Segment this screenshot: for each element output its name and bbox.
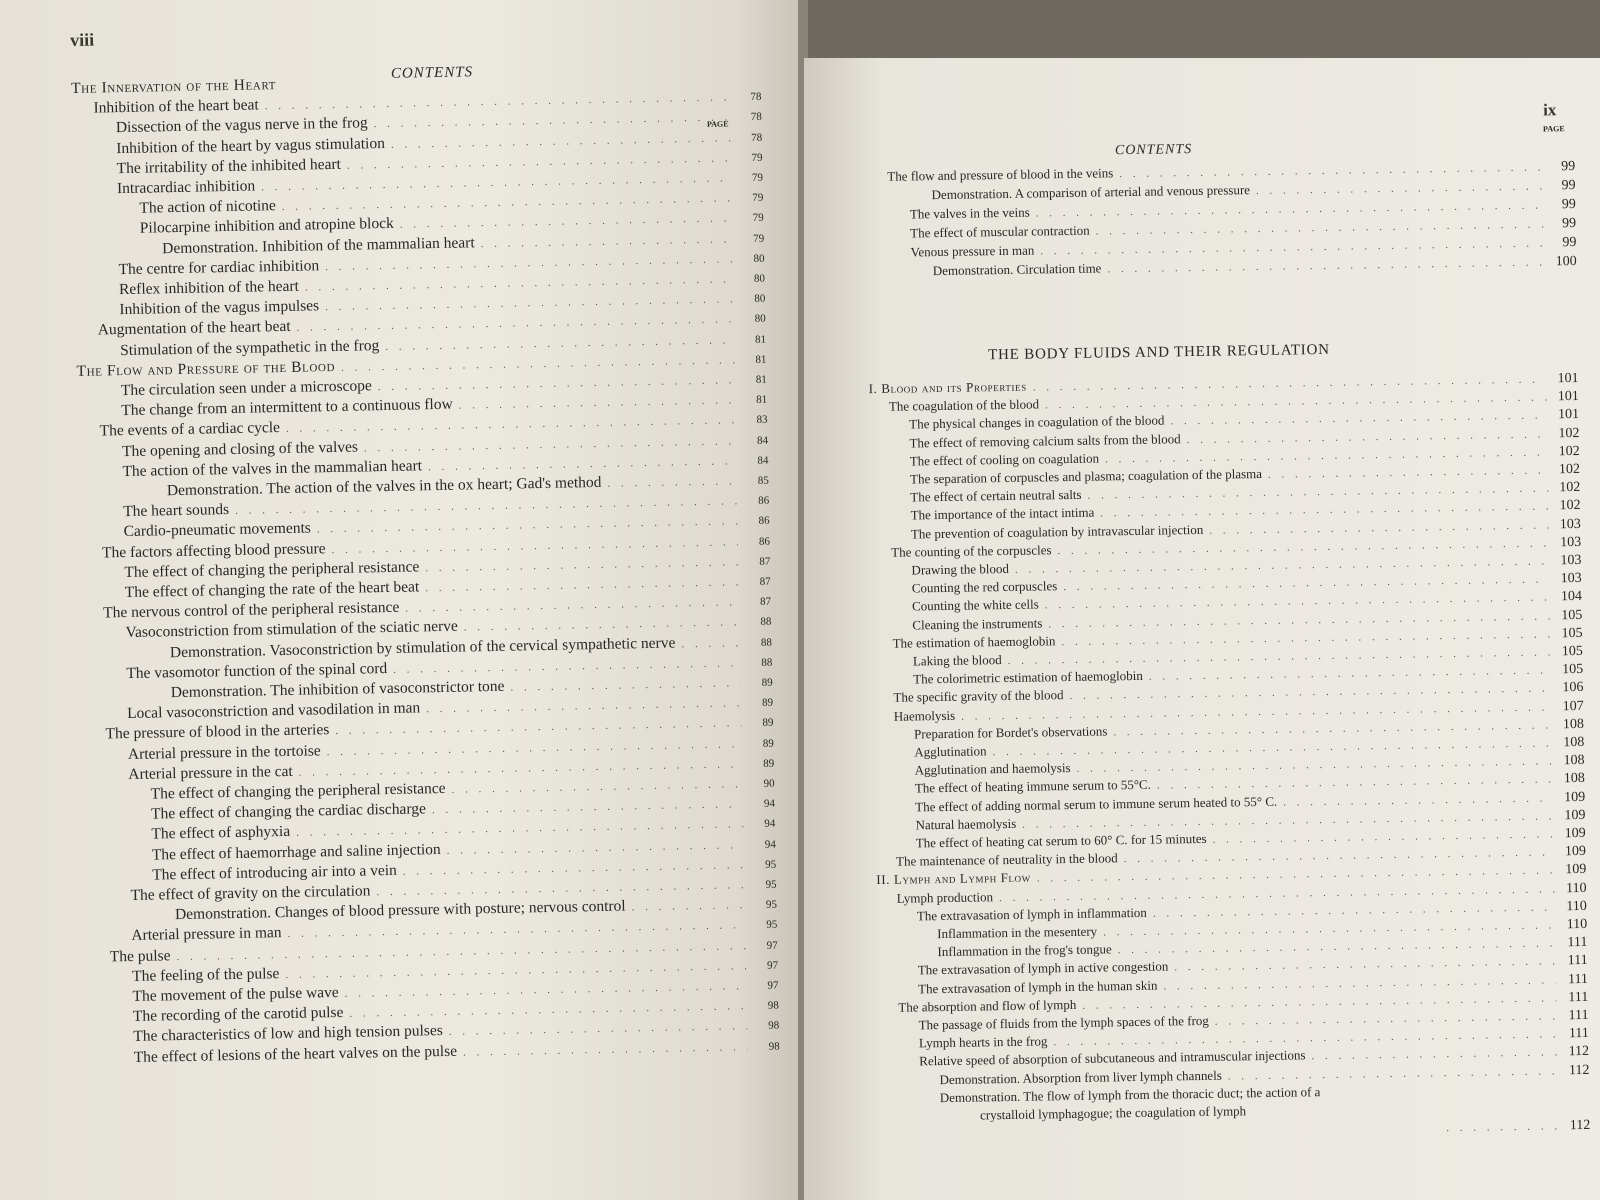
toc-page-number: 86: [758, 494, 770, 508]
toc-entry-title: The effect of adding normal serum to immune serum heated to 55° C.: [915, 793, 1278, 815]
toc-page-number: 85: [757, 474, 769, 487]
toc-entry-title: Vasoconstriction from stimulation of the sciatic nerve: [125, 618, 458, 642]
toc-entry-title: The action of nicotine: [139, 197, 277, 217]
toc-page-number: 89: [762, 737, 774, 750]
toc-page-number: 103: [1560, 534, 1582, 551]
toc-page-number: 105: [1561, 607, 1583, 623]
toc-entry-title: I. Blood and its Properties: [868, 378, 1027, 397]
leader-dots: [1213, 828, 1554, 845]
toc-entry-title: The passage of fluids from the lymph spaces of the frog: [918, 1012, 1209, 1033]
toc-entry-title: Relative speed of absorption of subcutaneous and intramuscular injections: [919, 1047, 1306, 1069]
toc-entry-title: Agglutination: [914, 743, 987, 760]
right-page-number: ix: [1542, 100, 1557, 120]
leader-dots: [447, 839, 744, 857]
toc-page-number: 80: [754, 292, 766, 306]
toc-entry-title: Drawing the blood: [911, 560, 1010, 578]
leader-dots: [374, 112, 730, 131]
toc-entry-title: Inflammation in the mesentery: [937, 923, 1098, 942]
toc-entry-title: Cleaning the instruments: [912, 615, 1043, 633]
toc-page-number: 79: [751, 151, 763, 164]
toc-page-number: 111: [1568, 1026, 1589, 1042]
toc-page-number: 102: [1558, 443, 1580, 460]
toc-entry-title: The effect of changing the cardiac discharge: [150, 800, 427, 823]
toc-page-number: 106: [1562, 680, 1584, 696]
leader-dots: [393, 657, 740, 676]
toc-entry-title: II. Lymph and Lymph Flow: [876, 870, 1031, 888]
leader-dots: [1107, 256, 1545, 275]
toc-page-number: 97: [767, 979, 779, 992]
toc-entry-title: Counting the red corpuscles: [911, 578, 1058, 596]
toc-entry-title: Inhibition of the heart beat: [93, 96, 259, 117]
toc-entry-title: Demonstration. Vasoconstriction by stimulation of the cervical sympathetic nerve: [169, 634, 676, 661]
toc-page-number: 88: [760, 636, 772, 649]
toc-entry-title: Demonstration. The action of the valves in the ox heart; Gad's method: [166, 473, 602, 500]
demo-continuation-text: crystalloid lymphagogue; the coagulation of lymph: [979, 1103, 1247, 1123]
toc-page-number: 80: [753, 272, 766, 285]
toc-entry-title: The effect of heating cat serum to 60° C. for 15 minutes: [915, 830, 1207, 851]
toc-page-number: 111: [1567, 953, 1588, 969]
toc-page-number: 89: [762, 717, 774, 730]
toc-entry-title: The effect of haemorrhage and saline injection: [151, 840, 441, 864]
toc-page-number: 111: [1568, 989, 1589, 1005]
toc-page-number: 97: [766, 939, 778, 952]
toc-entry-title: Inhibition of the heart by vagus stimulation: [116, 134, 386, 157]
toc-entry-title: The events of a cardiac cycle: [99, 419, 281, 440]
right-page-content: [864, 88, 1590, 1139]
toc-page-number: 111: [1567, 935, 1588, 951]
toc-page-number: 107: [1562, 698, 1584, 714]
toc-entry-title: The action of the valves in the mammalian heart: [122, 457, 423, 480]
toc-entry-title: The effect of heating immune serum to 55°C.: [914, 777, 1152, 796]
toc-entry-title: The feeling of the pulse: [132, 964, 280, 985]
toc-entry-title: The vasomotor function of the spinal cord: [126, 659, 388, 682]
toc-page-number: 79: [751, 171, 764, 184]
right-book-page: [804, 58, 1600, 1200]
leader-dots: [400, 213, 732, 231]
leader-dots: [385, 334, 734, 353]
toc-page-number: 88: [760, 616, 772, 629]
toc-page-number: 100: [1555, 253, 1577, 270]
leader-dots: [481, 233, 733, 250]
leader-dots: [681, 637, 740, 650]
toc-page-number: 109: [1565, 862, 1587, 878]
toc-page-number: 95: [766, 918, 778, 932]
toc-entry-title: Intracardiac inhibition: [116, 177, 256, 198]
toc-entry-title: The movement of the pulse wave: [132, 984, 339, 1005]
toc-page-number: 88: [761, 656, 773, 669]
demo-continuation-line: [980, 1103, 1246, 1123]
toc-page-number: 108: [1563, 734, 1585, 751]
toc-page-number: 79: [752, 212, 764, 225]
leader-dots: [1311, 1047, 1557, 1063]
toc-page-number: 110: [1566, 898, 1587, 915]
toc-entry-title: The flow and pressure of blood in the veins: [887, 165, 1114, 184]
toc-page-number: 99: [1561, 196, 1576, 213]
toc-page-number: 87: [759, 575, 771, 588]
leader-dots: [426, 697, 741, 715]
toc-entry-title: Counting the white cells: [911, 596, 1039, 614]
toc-page-number: 103: [1559, 516, 1581, 532]
toc-page-number: 102: [1559, 498, 1581, 514]
toc-entry-title: The effect of changing the peripheral resistance: [150, 779, 446, 803]
leader-dots: [1119, 161, 1543, 180]
toc-entry-title: The estimation of haemoglobin: [892, 633, 1056, 651]
toc-entry-title: Preparation for Bordet's observations: [913, 723, 1108, 742]
leader-dots: [405, 596, 739, 614]
toc-page-number: 112: [1569, 1117, 1591, 1134]
toc-page-number: 81: [755, 353, 767, 366]
leader-dots: [432, 798, 743, 816]
toc-entry-title: The colorimetric estimation of haemoglobin: [913, 668, 1143, 687]
toc-page-number: 109: [1564, 825, 1586, 842]
toc-entry-title: Pilocarpine inhibition and atropine block: [139, 215, 394, 238]
toc-entry-title: Cardio-pneumatic movements: [123, 519, 312, 541]
toc-page-number: 86: [758, 535, 771, 548]
toc-page-number: 94: [764, 838, 776, 851]
toc-page-number: 102: [1558, 461, 1581, 478]
toc-entry-title: The irritability of the inhibited heart: [116, 155, 342, 177]
toc-page-number: 108: [1562, 716, 1585, 733]
toc-page-number: 101: [1557, 389, 1579, 405]
toc-page-number: 102: [1559, 480, 1581, 496]
toc-page-number: 111: [1567, 971, 1589, 987]
toc-page-number: 99: [1562, 234, 1577, 251]
toc-page-number: 103: [1560, 571, 1582, 587]
toc-page-number: 101: [1557, 370, 1579, 387]
toc-entry-title: The effect of removing calcium salts from the blood: [909, 430, 1181, 451]
toc-page-number: 95: [765, 878, 777, 891]
toc-entry-title: The Innervation of the Heart: [70, 76, 277, 97]
toc-entry-title: Demonstration. A comparison of arterial and venous pressure: [931, 182, 1251, 203]
leader-dots: [428, 455, 737, 473]
toc-page-number: 84: [757, 454, 769, 467]
toc-page-number: 98: [768, 1040, 780, 1053]
toc-entry-title: Dissection of the vagus nerve in the frog: [115, 114, 368, 137]
toc-page-number: 89: [761, 676, 773, 689]
leader-dots: [464, 617, 740, 634]
leader-dots: [451, 778, 742, 796]
toc-entry-title: The Flow and Pressure of the Blood: [76, 357, 336, 380]
toc-page-number: 80: [753, 252, 765, 265]
toc-entry-title: The opening and closing of the valves: [121, 438, 359, 460]
leader-dots: [449, 1021, 748, 1039]
toc-page-number: 110: [1566, 916, 1588, 933]
toc-page-number: 97: [766, 959, 779, 972]
toc-page-number: 112: [1568, 1044, 1590, 1060]
leader-dots: [1187, 428, 1548, 446]
toc-page-number: 84: [756, 434, 769, 447]
toc-entry-title: Agglutination and haemolysis: [914, 760, 1071, 778]
leader-dots: [632, 899, 745, 913]
toc-page-number: 105: [1561, 625, 1583, 642]
toc-page-number: 87: [759, 555, 771, 568]
toc-page-number: 102: [1558, 425, 1580, 441]
toc-entry-title: Laking the blood: [912, 652, 1002, 669]
leader-dots: [607, 475, 737, 489]
left-page-content: [70, 17, 780, 1090]
toc-entry-title: The effect of muscular contraction: [910, 222, 1090, 241]
toc-entry-title: Inhibition of the vagus impulses: [119, 297, 320, 319]
toc-entry-title: Arterial pressure in the cat: [128, 762, 293, 783]
toc-entry-title: The importance of the intact intima: [910, 504, 1095, 523]
toc-entry-title: The recording of the carotid pulse: [132, 1004, 344, 1026]
toc-entry-title: The factors affecting blood pressure: [101, 539, 326, 562]
toc-entry-title: Inflammation in the frog's tongue: [937, 941, 1112, 960]
leader-dots: [510, 677, 740, 693]
toc-page-number: 86: [758, 515, 770, 528]
toc-page-number: 105: [1561, 643, 1583, 660]
toc-page-number: 101: [1558, 407, 1580, 423]
toc-page-number: 95: [765, 858, 777, 871]
toc-entry-title: The effect of gravity on the circulation: [130, 882, 371, 904]
toc-page-number: 99: [1561, 177, 1576, 194]
toc-entry-title: The coagulation of the blood: [888, 396, 1040, 414]
toc-entry-title: The effect of changing the peripheral resistance: [124, 558, 420, 581]
toc-entry-title: The specific gravity of the blood: [893, 687, 1064, 706]
toc-page-number: 81: [755, 373, 767, 386]
leader-dots: [1256, 180, 1544, 197]
right-page-column-label: PAGE: [1542, 124, 1565, 134]
toc-page-number: 87: [759, 595, 772, 609]
toc-entry-title: The characteristics of low and high tension pulses: [133, 1022, 443, 1046]
leader-dots: [1209, 519, 1549, 536]
toc-entry-title: The heart sounds: [123, 501, 230, 521]
toc-page-number: 108: [1563, 753, 1585, 769]
toc-entry-title: The extravasation of lymph in inflammation: [916, 904, 1147, 924]
toc-entry-title: The absorption and flow of lymph: [898, 996, 1077, 1015]
toc-entry-title: Reflex inhibition of the heart: [118, 277, 300, 299]
toc-page-number: 110: [1565, 880, 1587, 896]
toc-page-number: 90: [763, 777, 775, 790]
toc-page-number: 99: [1561, 158, 1576, 175]
leader-dots: [391, 132, 731, 151]
toc-page-number: 79: [752, 191, 764, 205]
toc-entry-title: Arterial pressure in man: [131, 924, 282, 945]
toc-entry-title: The maintenance of neutrality in the blood: [895, 850, 1118, 869]
toc-page-number: 81: [756, 393, 768, 407]
toc-entry-title: Arterial pressure in the tortoise: [127, 741, 321, 763]
toc-entry-title: Demonstration. Changes of blood pressure with posture; nervous control: [174, 897, 626, 924]
toc-entry-title: Lymph production: [896, 888, 994, 906]
toc-page-number: 98: [767, 999, 779, 1012]
leader-dots: [1215, 1010, 1557, 1027]
left-page-number: viii: [70, 29, 95, 50]
toc-page-number: 109: [1564, 844, 1587, 860]
toc-entry-title: The effect of asphyxia: [151, 823, 291, 843]
leader-dots: [403, 859, 745, 878]
toc-entry-title: Natural haemolysis: [915, 815, 1017, 833]
toc-entry-title: Augmentation of the heart beat: [97, 318, 291, 339]
toc-page-number: 108: [1563, 771, 1585, 787]
toc-entry-title: The centre for cardiac inhibition: [118, 257, 320, 278]
left-running-head: CONTENTS: [390, 64, 474, 82]
toc-entry-title: The valves in the veins: [909, 204, 1030, 222]
toc-entry-title: The nervous control of the peripheral resistance: [103, 598, 400, 622]
toc-entry-title: The physical changes in coagulation of the blood: [909, 412, 1165, 432]
toc-page-number: 111: [1568, 1007, 1589, 1024]
toc-entry-title: Demonstration. The flow of lymph from the thoracic duct; the action of a: [939, 1083, 1321, 1105]
toc-entry-title: Demonstration. The inhibition of vasoconstrictor tone: [170, 677, 505, 702]
toc-entry-title: The change from an intermittent to a continuous flow: [121, 395, 453, 420]
toc-page-number: 104: [1560, 589, 1583, 605]
toc-entry-title: The counting of the corpuscles: [891, 542, 1052, 560]
toc-entry-title: Local vasoconstriction and vasodilation in man: [126, 699, 421, 723]
toc-page-number: 103: [1560, 552, 1582, 569]
leader-dots: [1283, 792, 1553, 808]
toc-page-number: 83: [756, 414, 768, 427]
toc-entry-title: Demonstration. Circulation time: [932, 260, 1102, 279]
right-running-head: CONTENTS: [1114, 142, 1193, 159]
toc-entry-title: The extravasation of lymph in the human skin: [917, 977, 1158, 997]
toc-page-number: 98: [768, 1019, 780, 1033]
toc-entry-title: Venous pressure in man: [910, 242, 1035, 260]
left-page-column-label: PAGE: [706, 119, 729, 129]
leader-dots: [425, 576, 739, 594]
toc-page-number: 94: [763, 797, 776, 811]
leader-dots: [1268, 464, 1548, 480]
toc-entry-title: The pressure of blood in the arteries: [105, 721, 330, 743]
toc-entry-title: The effect of certain neutral salts: [910, 486, 1082, 505]
toc-page-number: 89: [761, 696, 774, 710]
toc-page-number: 80: [754, 313, 766, 326]
leader-dots: [1228, 1065, 1558, 1082]
section-heading: THE BODY FLUIDS AND THEIR REGULATION: [987, 341, 1330, 364]
leader-dots: [463, 1041, 748, 1058]
toc-page-number: 105: [1562, 662, 1584, 678]
toc-entry-title: Lymph hearts in the frog: [918, 1033, 1048, 1051]
toc-page-number: 78: [750, 111, 762, 124]
toc-entry-title: The prevention of coagulation by intravascular injection: [910, 521, 1204, 542]
leader-dots: [376, 879, 744, 898]
toc-entry-title: The effect of introducing air into a vein: [152, 861, 397, 884]
toc-page-number: 95: [765, 898, 778, 911]
toc-page-number: 112: [1568, 1062, 1590, 1078]
leader-dots: [425, 556, 738, 574]
toc-entry-title: The extravasation of lymph in active congestion: [917, 958, 1169, 978]
toc-page-number: 94: [764, 817, 776, 831]
toc-page-number: 89: [763, 757, 775, 770]
leader-dots: [378, 374, 735, 393]
toc-entry-title: The effect of cooling on coagulation: [909, 450, 1100, 469]
toc-page-number: 109: [1564, 807, 1586, 824]
toc-page-number: 81: [754, 333, 767, 346]
toc-page-number: 109: [1564, 789, 1586, 805]
toc-entry-title: The circulation seen under a microscope: [120, 377, 372, 400]
toc-entry-title: Stimulation of the sympathetic in the frog: [119, 336, 380, 359]
toc-entry-title: The separation of corpuscles and plasma; coagulation of the plasma: [909, 465, 1263, 487]
toc-page-number: 79: [753, 232, 765, 245]
leader-dots: [1446, 1120, 1558, 1134]
toc-entry-title: The effect of changing the rate of the heart beat: [124, 578, 420, 602]
toc-page-number: 78: [750, 90, 762, 104]
leader-dots: [459, 394, 736, 411]
toc-entry-title: The pulse: [109, 946, 171, 965]
toc-page-number: 99: [1562, 215, 1577, 232]
toc-entry-title: Demonstration. Absorption from liver lymph channels: [939, 1067, 1222, 1087]
toc-entry-title: Haemolysis: [893, 707, 956, 724]
toc-entry-title: The effect of lesions of the heart valves on the pulse: [133, 1042, 458, 1066]
toc-page-number: 78: [751, 131, 763, 144]
toc-entry-title: Demonstration. Inhibition of the mammalian heart: [162, 233, 475, 257]
